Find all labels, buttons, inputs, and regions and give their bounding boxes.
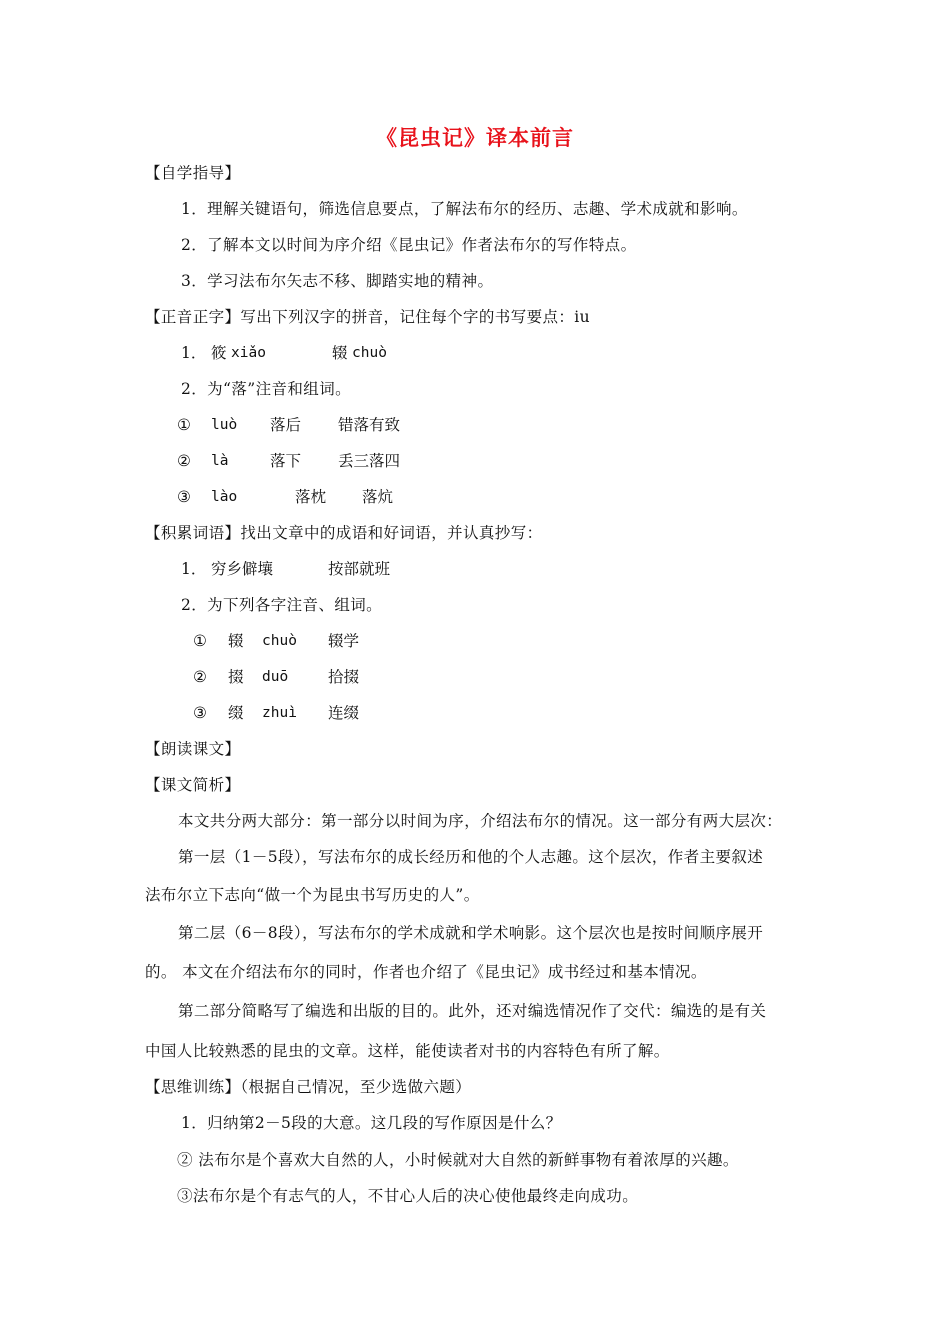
section-heading-vocab: 【积累词语】找出文章中的成语和好词语，并认真抄写： bbox=[145, 524, 543, 542]
row-char: 缀 bbox=[228, 704, 244, 722]
row-word: 拾掇 bbox=[328, 668, 360, 686]
row-mark: ② bbox=[177, 452, 191, 470]
section-heading-analysis: 【课文简析】 bbox=[145, 776, 241, 794]
row-word-1: 落下 bbox=[270, 452, 302, 470]
row-mark: ② bbox=[193, 668, 207, 686]
row-pinyin: lào bbox=[211, 489, 238, 505]
section-heading-reading: 【朗读课文】 bbox=[145, 740, 241, 758]
analysis-line: 第二部分简略写了编选和出版的目的。此外，还对编选情况作了交代：编选的是有关 bbox=[178, 1002, 767, 1020]
row-word-1: 落枕 bbox=[295, 488, 327, 506]
section-heading-thinking: 【思维训练】（根据自己情况，至少选做六题） bbox=[145, 1078, 472, 1096]
analysis-line: 本文共分两大部分：第一部分以时间为序，介绍法布尔的情况。这一部分有两大层次： bbox=[178, 812, 783, 830]
row-char: 掇 bbox=[228, 668, 244, 686]
thinking-line: 1．归纳第2－5段的大意。这几段的写作原因是什么？ bbox=[181, 1114, 562, 1132]
row-pinyin: duō bbox=[262, 669, 289, 685]
item-number: 1． bbox=[181, 560, 207, 578]
pronunciation-item-2: 2．为“落”注音和组词。 bbox=[181, 380, 352, 398]
row-char: 辍 bbox=[228, 632, 244, 650]
row-pinyin: luò bbox=[211, 417, 238, 433]
row-word-2: 错落有致 bbox=[338, 416, 401, 434]
vocab-word-1: 穷乡僻壤 bbox=[211, 560, 274, 578]
row-mark: ① bbox=[193, 632, 207, 650]
section-heading-pronunciation: 【正音正字】写出下列汉字的拼音，记住每个字的书写要点：iu bbox=[145, 308, 591, 326]
analysis-line: 法布尔立下志向“做一个为昆虫书写历史的人”。 bbox=[145, 886, 480, 904]
row-pinyin: là bbox=[211, 453, 229, 469]
vocab-item-2: 2．为下列各字注音、组词。 bbox=[181, 596, 383, 614]
vocab-word-2: 按部就班 bbox=[328, 560, 391, 578]
row-mark: ① bbox=[177, 416, 191, 434]
pinyin-b: chuò bbox=[352, 345, 387, 361]
analysis-line: 第一层（1－5段），写法布尔的成长经历和他的个人志趣。这个层次，作者主要叙述 bbox=[178, 848, 764, 866]
analysis-line: 第二层（6－8段），写法布尔的学术成就和学术响影。这个层次也是按时间顺序展开 bbox=[178, 924, 764, 942]
row-word-1: 落后 bbox=[270, 416, 302, 434]
section-heading-guide: 【自学指导】 bbox=[145, 164, 241, 182]
guide-item-3: 3．学习法布尔矢志不移、脚踏实地的精神。 bbox=[181, 272, 494, 290]
guide-item-2: 2．了解本文以时间为序介绍《昆虫记》作者法布尔的写作特点。 bbox=[181, 236, 637, 254]
row-pinyin: chuò bbox=[262, 633, 297, 649]
row-word: 连缀 bbox=[328, 704, 360, 722]
row-word: 辍学 bbox=[328, 632, 360, 650]
analysis-line: 的。 本文在介绍法布尔的同时，作者也介绍了《昆虫记》成书经过和基本情况。 bbox=[145, 963, 707, 981]
pinyin-a: xiǎo bbox=[231, 345, 266, 361]
row-word-2: 落炕 bbox=[362, 488, 394, 506]
char-a: 筱 bbox=[211, 344, 227, 362]
row-mark: ③ bbox=[177, 488, 191, 506]
thinking-line: ③法布尔是个有志气的人，不甘心人后的决心使他最终走向成功。 bbox=[177, 1187, 639, 1205]
document-title: 《昆虫记》译本前言 bbox=[376, 125, 574, 150]
row-mark: ③ bbox=[193, 704, 207, 722]
guide-item-1: 1．理解关键语句，筛选信息要点，了解法布尔的经历、志趣、学术成就和影响。 bbox=[181, 200, 748, 218]
analysis-line: 中国人比较熟悉的昆虫的文章。这样，能使读者对书的内容特色有所了解。 bbox=[145, 1042, 670, 1060]
row-pinyin: zhuì bbox=[262, 705, 297, 721]
char-b: 辍 bbox=[332, 344, 348, 362]
thinking-line: ② 法布尔是个喜欢大自然的人，小时候就对大自然的新鲜事物有着浓厚的兴趣。 bbox=[177, 1151, 739, 1169]
row-word-2: 丢三落四 bbox=[338, 452, 401, 470]
item-number: 1． bbox=[181, 344, 207, 362]
